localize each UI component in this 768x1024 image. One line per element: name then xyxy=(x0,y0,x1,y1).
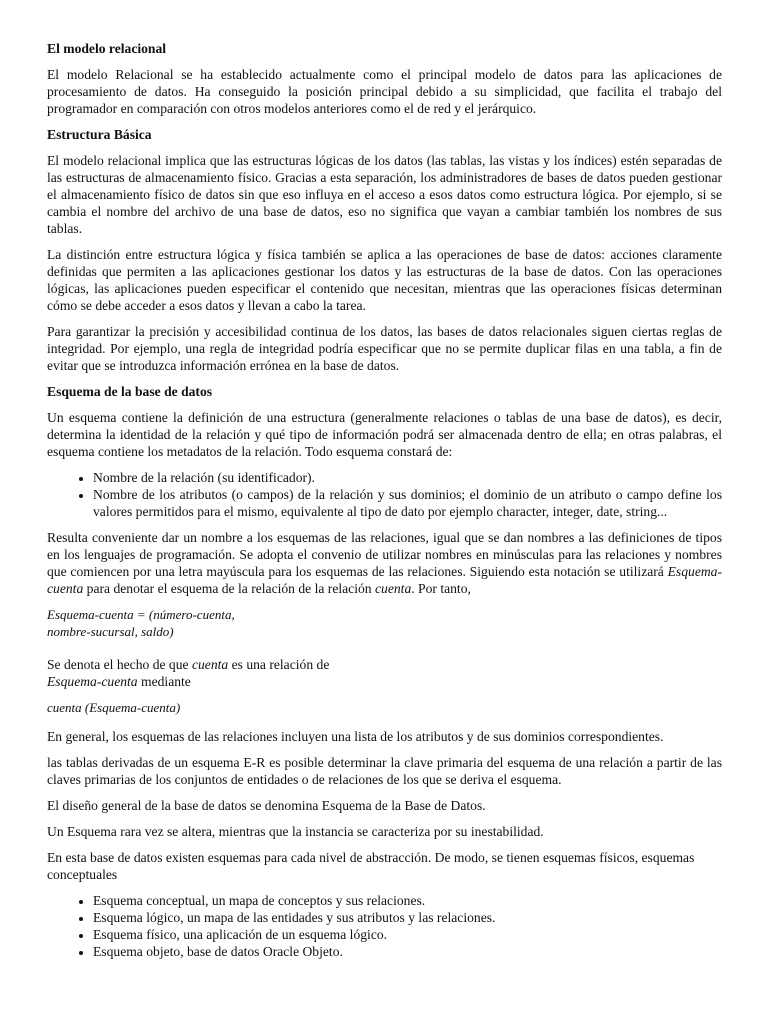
paragraph: Un esquema contiene la definición de una estructura (generalmente relaciones o tablas de una base de datos), es decir, determina la identidad de la relación y qué tipo de información podrá ser almacenada dentro de ella; en otras palabras, el esquema contiene los metadatos de la relación. Todo esquema constará de: xyxy=(47,410,722,459)
text-run: para denotar el esquema de la relación de la relación xyxy=(83,581,375,596)
document-page xyxy=(47,40,722,969)
paragraph xyxy=(47,529,722,597)
paragraph: El modelo Relacional se ha establecido actualmente como el principal modelo de datos para las aplicaciones de procesamiento de datos. Ha conseguido la posición principal debido a su simplicidad, que facilita el trabajo del programador en comparación con otros modelos anteriores como el de red y el jerárquico. xyxy=(47,67,722,116)
paragraph: Un Esquema rara vez se altera, mientras que la instancia se caracteriza por su inestabilidad. xyxy=(47,824,544,839)
list-item: • Esquema físico, una aplicación de un esquema lógico. xyxy=(93,926,722,943)
italic-term: Esquema-cuenta xyxy=(47,674,138,689)
bullet-list-schema-parts xyxy=(47,469,722,520)
paragraph: En general, los esquemas de las relaciones incluyen una lista de los atributos y de sus dominios correspondientes. xyxy=(47,729,664,744)
paragraph xyxy=(47,656,722,690)
text-run: Se denota el hecho de que xyxy=(47,657,192,672)
italic-term: cuenta xyxy=(375,581,412,596)
text-run: Resulta conveniente dar un nombre a los esquemas de las relaciones, igual que se dan nombres a las definiciones de tipos en los lenguajes de programación. Se adopta el convenio de utilizar nombres en minúsculas para las relaciones y nombres que comiencen por una letra mayúscula para los esquemas de las relaciones. Siguiendo esta notación se utilizará xyxy=(47,530,722,579)
italic-term: cuenta xyxy=(191,657,229,672)
section-heading-esquema: Esquema de la base de datos xyxy=(47,384,213,399)
paragraph: Para garantizar la precisión y accesibilidad continua de los datos, las bases de datos relacionales siguen ciertas reglas de integridad. Por ejemplo, una regla de integridad podría especificar que no se permite duplicar filas en una tabla, a fin de evitar que se introduzca información errónea en la base de datos. xyxy=(47,324,722,373)
section-heading-modelo-relacional: El modelo relacional xyxy=(47,41,167,56)
list-item: • Nombre de los atributos (o campos) de la relación y sus dominios; el dominio de un atributo o campo define los valores permitidos para el mismo, equivalente al tipo de dato por ejemplo character, integer, date, string... xyxy=(93,486,722,520)
paragraph: En esta base de datos existen esquemas para cada nivel de abstracción. De modo, se tienen esquemas físicos, esquemas conceptuales xyxy=(47,850,695,882)
list-item: • Esquema objeto, base de datos Oracle Objeto. xyxy=(93,943,722,960)
section-heading-estructura-basica: Estructura Básica xyxy=(47,127,152,142)
paragraph: El modelo relacional implica que las estructuras lógicas de los datos (las tablas, las vistas y los índices) estén separadas de las estructuras de almacenamiento físico. Gracias a esta separación, los administradores de bases de datos pueden gestionar el almacenamiento físico de datos sin que eso influya en el acceso a esos datos como estructura lógica. Por ejemplo, si se cambia el nombre del archivo de una base de datos, eso no significa que vayan a cambiar también los nombres de sus tablas. xyxy=(47,153,722,236)
formula-line: nombre-sucursal, saldo) xyxy=(47,624,174,639)
text-run: . Por tanto, xyxy=(411,581,471,596)
formula-schema-cuenta xyxy=(47,606,722,640)
list-item: • Nombre de la relación (su identificador). xyxy=(93,469,722,486)
paragraph: El diseño general de la base de datos se denomina Esquema de la Base de Datos. xyxy=(47,798,486,813)
text-run: mediante xyxy=(137,674,191,689)
bullet-list-schema-types xyxy=(47,892,722,960)
paragraph: La distinción entre estructura lógica y física también se aplica a las operaciones de base de datos: acciones claramente definidas que permiten a las aplicaciones gestionar los datos y las estructuras de la base de datos. Con las operaciones lógicas, las aplicaciones pueden especificar el contenido que necesitan, mientras que las operaciones físicas determinan cómo se debe acceder a esos datos y llevan a cabo la tarea. xyxy=(47,247,722,313)
italic-term: Esquema-cuenta xyxy=(47,564,722,596)
formula-cuenta: cuenta (Esquema-cuenta) xyxy=(47,700,181,715)
list-item: • Esquema conceptual, un mapa de conceptos y sus relaciones. xyxy=(93,892,722,909)
list-item: • Esquema lógico, un mapa de las entidades y sus atributos y las relaciones. xyxy=(93,909,722,926)
paragraph: las tablas derivadas de un esquema E-R es posible determinar la clave primaria del esquema de una relación a partir de las claves primarias de los conjuntos de entidades o de relaciones de los que se deriva el esquema. xyxy=(47,755,722,787)
formula-line: Esquema-cuenta = (número-cuenta, xyxy=(47,607,235,622)
text-run: es una relación de xyxy=(228,657,330,672)
